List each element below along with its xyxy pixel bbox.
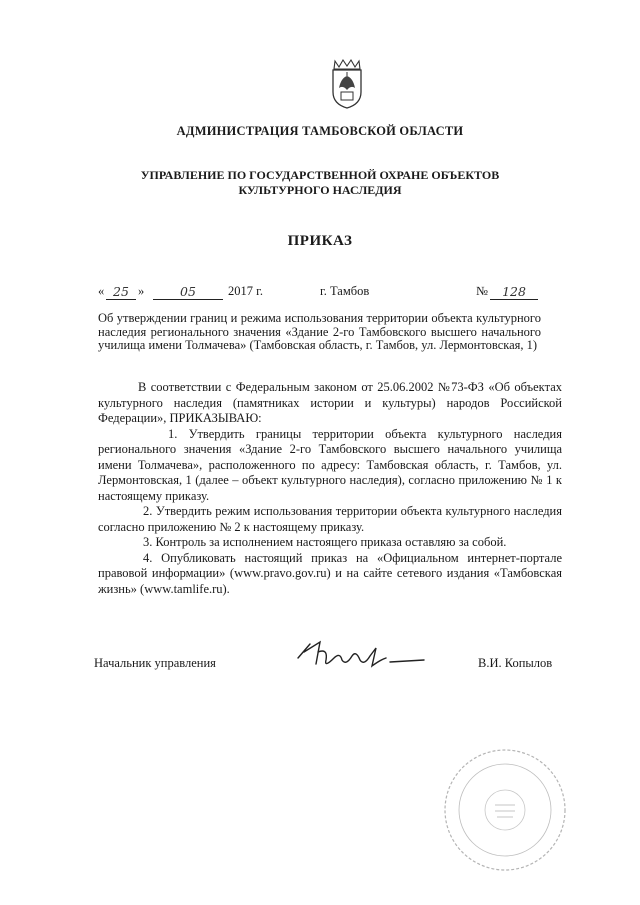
item-2: 2. Утвердить режим использования территории объекта культурного наследия согласно приложению № 2 к настоящему приказу. bbox=[98, 504, 562, 534]
order-number: 128 bbox=[490, 284, 538, 300]
date-day: 25 bbox=[106, 284, 136, 300]
organization-name: АДМИНИСТРАЦИЯ ТАМБОВСКОЙ ОБЛАСТИ bbox=[176, 124, 464, 138]
quote-close: » bbox=[138, 284, 145, 298]
item-3: 3. Контроль за исполнением настоящего приказа оставляю за собой. bbox=[143, 535, 507, 549]
document-title: ПРИКАЗ bbox=[287, 233, 353, 249]
date-year: 2017 г. bbox=[228, 284, 263, 298]
signer-position: Начальник управления bbox=[94, 656, 216, 670]
quote-open: « bbox=[98, 284, 105, 298]
coat-of-arms-icon bbox=[327, 58, 367, 110]
date-city-number-row bbox=[98, 284, 538, 302]
handwritten-signature-icon bbox=[290, 638, 430, 678]
item-4: 4. Опубликовать настоящий приказ на «Официальном интернет-портале правовой информации» (www.pravo.gov.ru) и на сайте сетевого издания «Тамбовская жизнь» (www.tamlife.ru). bbox=[98, 550, 562, 596]
order-subject: Об утверждении границ и режима использования территории объекта культурного наследия регионального значения «Здание 2-го Тамбовского высшего начального училища имени Толмачева» (Тамбовская область, г. Тамбов, ул. Лермонтовская, 1) bbox=[98, 311, 541, 352]
official-seal-stamp-icon bbox=[440, 745, 570, 875]
department-name bbox=[0, 168, 640, 198]
order-body bbox=[98, 380, 562, 597]
number-label: № bbox=[476, 284, 488, 298]
date-month: 05 bbox=[153, 284, 223, 300]
signer-name: В.И. Копылов bbox=[478, 656, 553, 670]
item-1: 1. Утвердить границы территории объекта культурного наследия регионального значения «Здание 2-го Тамбовского высшего начального училища имени Толмачева», расположенного по адресу: Тамбовская область, г. Тамбов, ул. Лермонтовская, 1 (далее – объект культурного наследия), согласно приложению № 1 к настоящему приказу. bbox=[98, 426, 562, 503]
department-line-2: КУЛЬТУРНОГО НАСЛЕДИЯ bbox=[238, 183, 402, 197]
department-line-1: УПРАВЛЕНИЕ ПО ГОСУДАРСТВЕННОЙ ОХРАНЕ ОБЪЕКТОВ bbox=[140, 168, 500, 182]
preamble: В соответствии с Федеральным законом от 25.06.2002 №73-ФЗ «Об объектах культурного наследия (памятниках истории и культуры) народов Российской Федерации», ПРИКАЗЫВАЮ: bbox=[98, 380, 562, 425]
city: г. Тамбов bbox=[320, 284, 370, 298]
